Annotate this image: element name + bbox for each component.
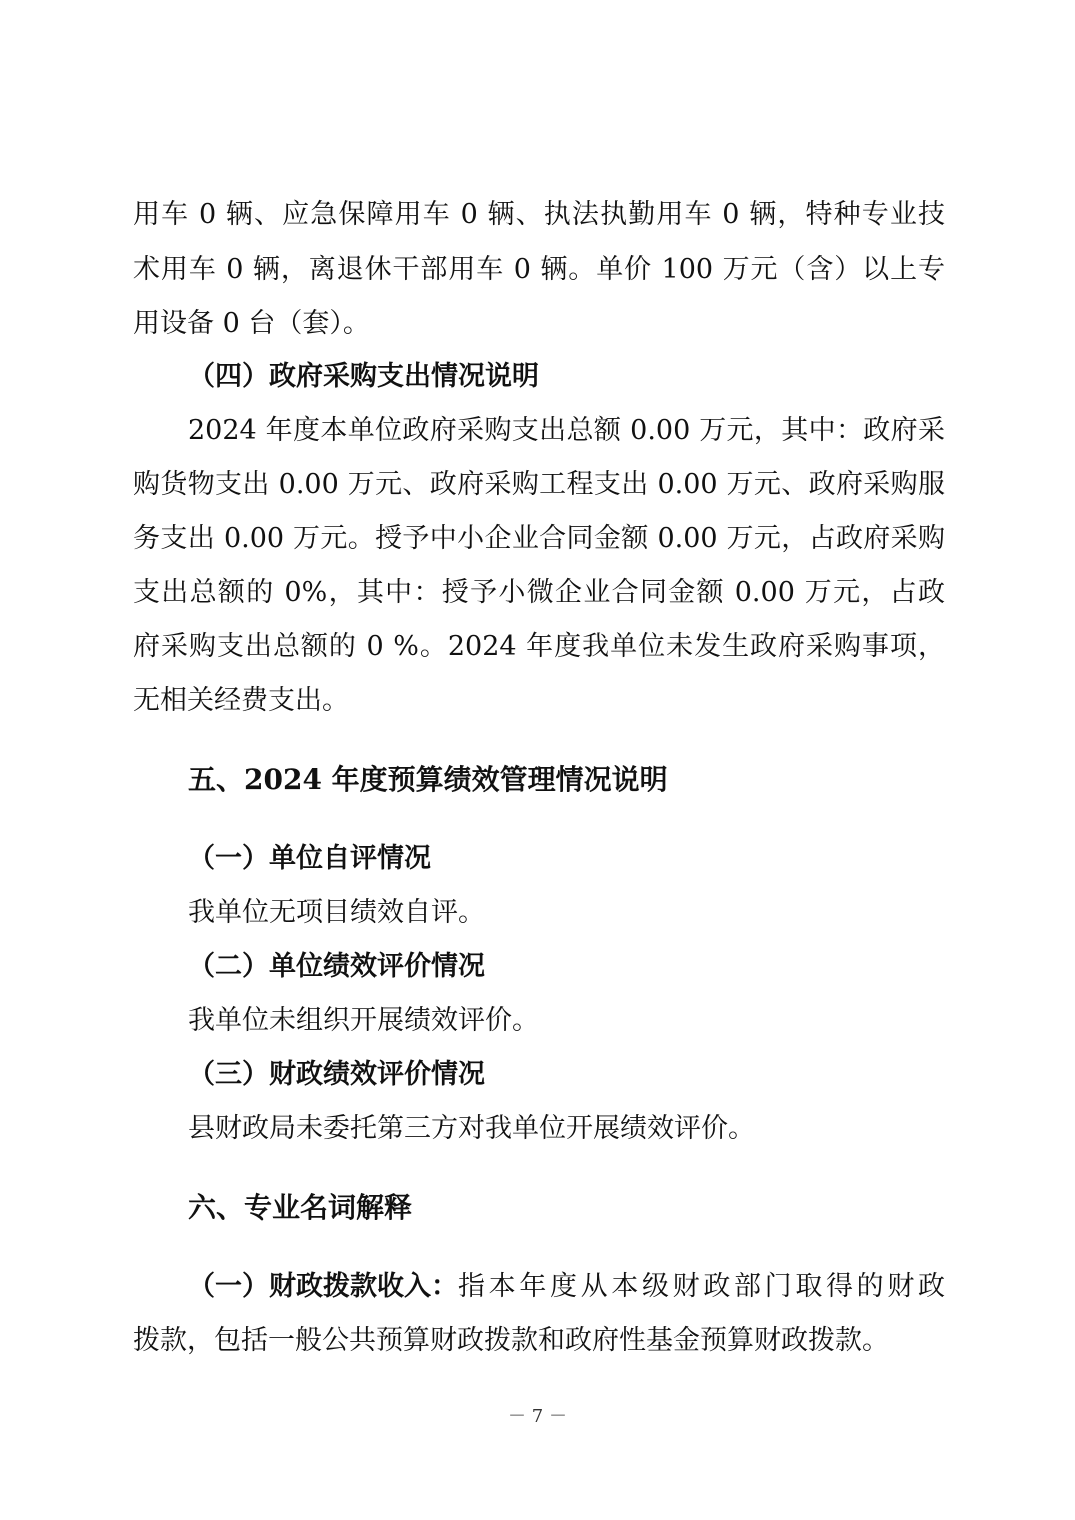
section-heading-5-2: （二）单位绩效评价情况 xyxy=(188,951,485,982)
body-text-line: 县财政局未委托第三方对我单位开展绩效评价。 xyxy=(188,1113,755,1144)
definition-line xyxy=(188,1267,945,1307)
body-text-line: 用车 0 辆、应急保障用车 0 辆、执法执勤用车 0 辆，特种专业技 xyxy=(133,199,945,230)
body-text-line: 我单位未组织开展绩效评价。 xyxy=(188,1005,539,1036)
definition-term: （一）财政拨款收入： xyxy=(188,1271,458,1302)
body-text-line: 拨款，包括一般公共预算财政拨款和政府性基金预算财政拨款。 xyxy=(133,1325,889,1356)
body-text-line: 支出总额的 0%，其中：授予小微企业合同金额 0.00 万元，占政 xyxy=(133,577,945,608)
body-text-line: 术用车 0 辆，离退休干部用车 0 辆。单价 100 万元（含）以上专 xyxy=(133,254,945,285)
body-text-line: 无相关经费支出。 xyxy=(133,685,349,716)
body-text-line: 府采购支出总额的 0 %。2024 年度我单位未发生政府采购事项， xyxy=(133,631,945,662)
body-text-line: 务支出 0.00 万元。授予中小企业合同金额 0.00 万元，占政府采购 xyxy=(133,523,945,554)
page-number: － 7 － xyxy=(508,1406,567,1427)
chapter-heading-6: 六、专业名词解释 xyxy=(188,1191,413,1224)
body-text-line: 2024 年度本单位政府采购支出总额 0.00 万元，其中：政府采 xyxy=(188,415,945,446)
definition-text: 指本年度从本级财政部门取得的财政 xyxy=(458,1271,945,1302)
body-text-line: 购货物支出 0.00 万元、政府采购工程支出 0.00 万元、政府采购服 xyxy=(133,469,945,500)
body-text-line: 用设备 0 台（套）。 xyxy=(133,308,370,339)
body-text-line: 我单位无项目绩效自评。 xyxy=(188,897,485,928)
section-heading-5-1: （一）单位自评情况 xyxy=(188,843,431,874)
section-heading-5-3: （三）财政绩效评价情况 xyxy=(188,1059,485,1090)
chapter-heading-5: 五、2024 年度预算绩效管理情况说明 xyxy=(188,763,668,796)
section-heading-4: （四）政府采购支出情况说明 xyxy=(188,361,539,392)
